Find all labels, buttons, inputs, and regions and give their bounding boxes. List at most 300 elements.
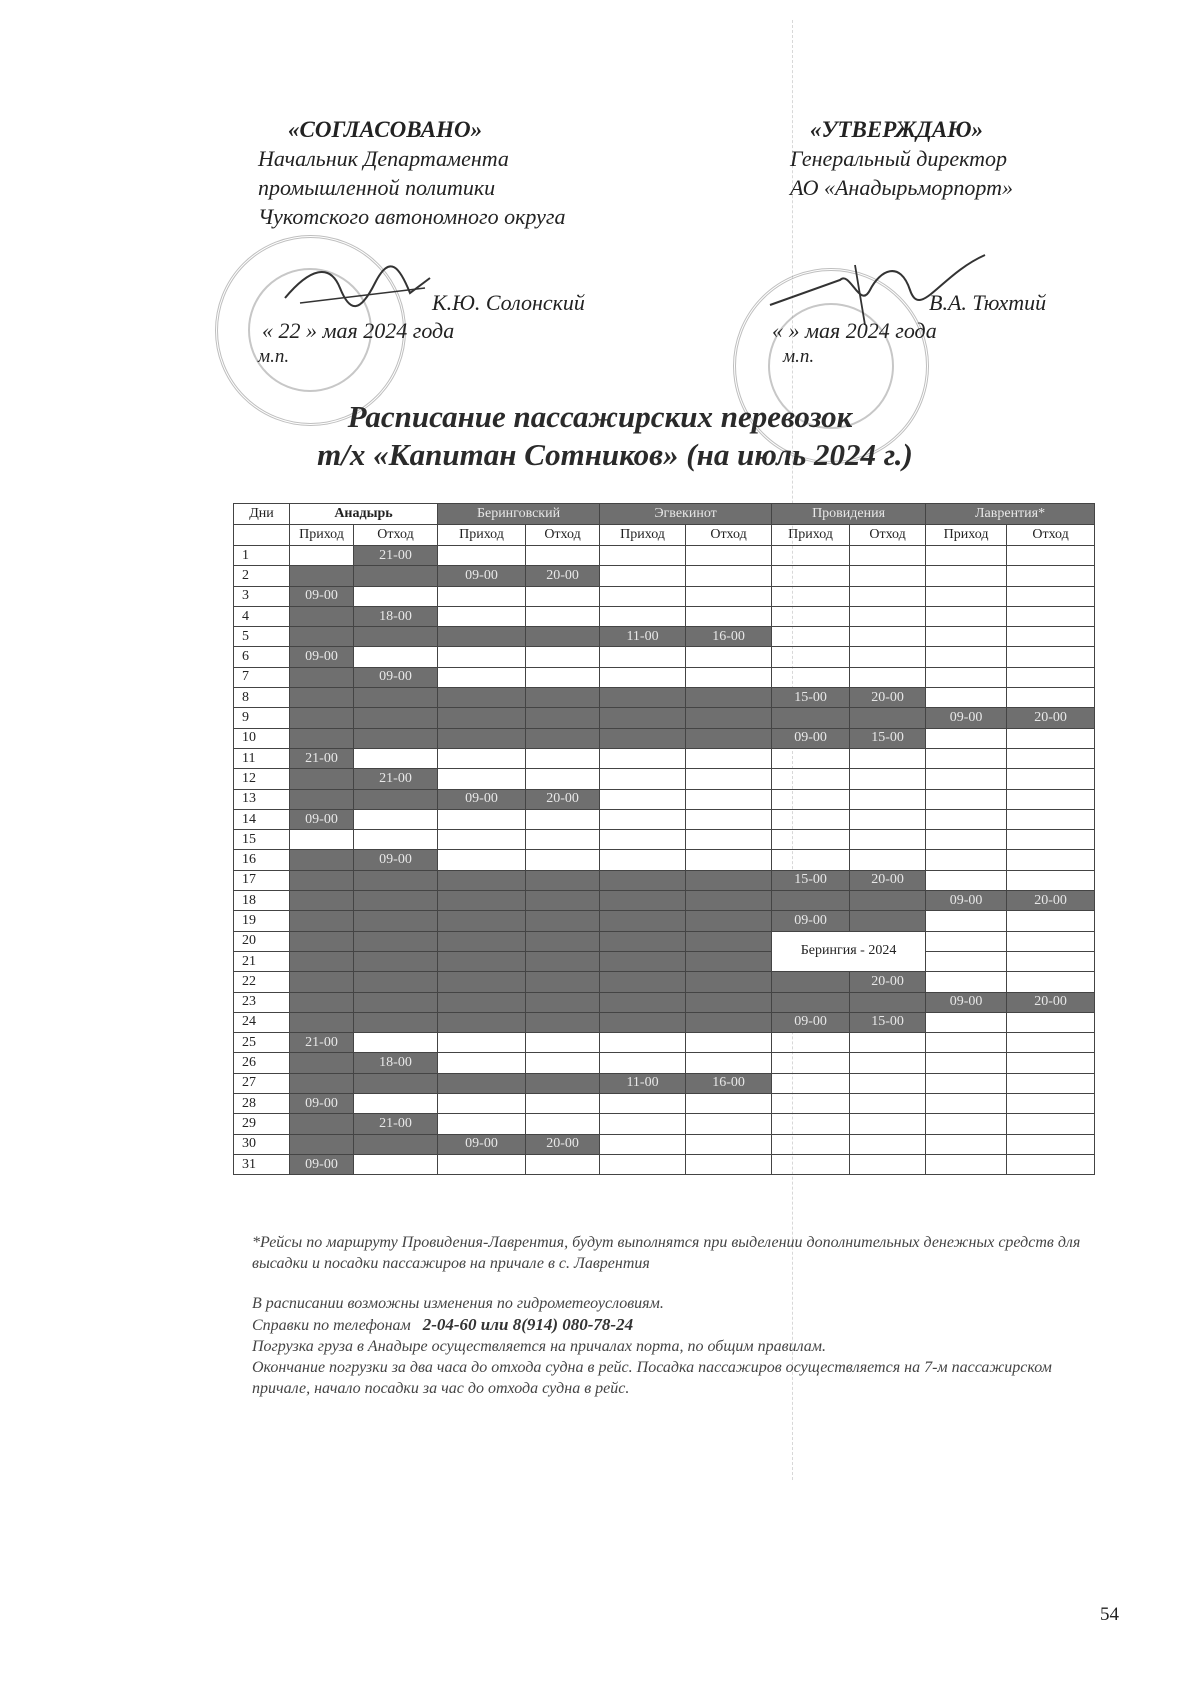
schedule-cell (354, 688, 438, 708)
col-header-depart: Отход (686, 525, 772, 546)
day-cell: 31 (234, 1154, 290, 1174)
schedule-cell (438, 708, 526, 728)
schedule-cell (772, 992, 850, 1012)
schedule-cell (1007, 688, 1095, 708)
day-cell: 3 (234, 586, 290, 606)
time-cell: 09-00 (354, 667, 438, 687)
schedule-cell (438, 1073, 526, 1093)
schedule-cell (290, 769, 354, 789)
schedule-cell (926, 586, 1007, 606)
port-header: Провидения (772, 504, 926, 525)
schedule-cell (926, 1114, 1007, 1134)
schedule-cell (354, 911, 438, 931)
schedule-cell (600, 1094, 686, 1114)
schedule-row (234, 891, 1095, 911)
col-header-arrive: Приход (290, 525, 354, 546)
day-cell: 2 (234, 566, 290, 586)
schedule-row (234, 748, 1095, 768)
schedule-cell (438, 951, 526, 971)
col-header-arrive: Приход (438, 525, 526, 546)
phone-numbers: 2-04-60 или 8(914) 080-78-24 (422, 1315, 634, 1334)
schedule-cell (686, 1154, 772, 1174)
schedule-cell (600, 748, 686, 768)
title-line-2: т/х «Капитан Сотников» (на июль 2024 г.) (317, 437, 913, 472)
schedule-cell (526, 951, 600, 971)
time-cell: 15-00 (772, 870, 850, 890)
schedule-cell (600, 1012, 686, 1032)
schedule-cell (526, 891, 600, 911)
schedule-cell (1007, 606, 1095, 626)
schedule-cell (600, 931, 686, 951)
time-cell: 21-00 (290, 748, 354, 768)
schedule-cell (772, 586, 850, 606)
schedule-row (234, 992, 1095, 1012)
schedule-cell (438, 830, 526, 850)
schedule-cell (850, 830, 926, 850)
schedule-cell (600, 688, 686, 708)
schedule-cell (1007, 1094, 1095, 1114)
schedule-cell (686, 789, 772, 809)
schedule-cell (1007, 586, 1095, 606)
schedule-cell (1007, 809, 1095, 829)
schedule-cell (850, 769, 926, 789)
schedule-cell (850, 911, 926, 931)
time-cell: 11-00 (600, 627, 686, 647)
schedule-cell (926, 850, 1007, 870)
schedule-cell (600, 708, 686, 728)
schedule-cell (686, 606, 772, 626)
schedule-cell (600, 911, 686, 931)
port-header: Эгвекинот (600, 504, 772, 525)
schedule-cell (772, 1114, 850, 1134)
schedule-cell (600, 891, 686, 911)
schedule-cell (600, 1053, 686, 1073)
boarding-note: Окончание погрузки за два часа до отхода судна в рейс. Посадка пассажиров осуществляется на 7-м пассажирском причале, начало посадки за час до отхода судна в рейс. (252, 1359, 1052, 1397)
schedule-cell (926, 911, 1007, 931)
schedule-cell (438, 1033, 526, 1053)
schedule-cell (526, 972, 600, 992)
schedule-cell (438, 1154, 526, 1174)
time-cell: 15-00 (772, 688, 850, 708)
schedule-cell (926, 546, 1007, 566)
schedule-cell (686, 931, 772, 951)
schedule-cell (1007, 728, 1095, 748)
schedule-cell (772, 789, 850, 809)
schedule-cell (926, 1033, 1007, 1053)
schedule-cell (850, 891, 926, 911)
schedule-table (233, 503, 1095, 1175)
schedule-cell (526, 992, 600, 1012)
schedule-cell (526, 1033, 600, 1053)
schedule-cell (438, 546, 526, 566)
col-header-days: Дни (234, 504, 290, 525)
day-cell: 15 (234, 830, 290, 850)
schedule-row (234, 951, 1095, 971)
schedule-cell (850, 1033, 926, 1053)
schedule-cell (354, 992, 438, 1012)
schedule-cell (850, 586, 926, 606)
schedule-cell (438, 647, 526, 667)
schedule-cell (772, 1053, 850, 1073)
schedule-cell (1007, 870, 1095, 890)
day-cell: 26 (234, 1053, 290, 1073)
schedule-cell (1007, 748, 1095, 768)
schedule-cell (926, 688, 1007, 708)
schedule-cell (686, 748, 772, 768)
schedule-cell (1007, 789, 1095, 809)
schedule-row (234, 1073, 1095, 1093)
col-header-blank (234, 525, 290, 546)
time-cell: 20-00 (850, 688, 926, 708)
schedule-cell (1007, 1114, 1095, 1134)
schedule-cell (850, 647, 926, 667)
schedule-cell (926, 1012, 1007, 1032)
schedule-cell (526, 688, 600, 708)
schedule-cell (600, 606, 686, 626)
schedule-cell (686, 891, 772, 911)
schedule-cell (850, 1134, 926, 1154)
schedule-cell (850, 1114, 926, 1134)
schedule-cell (290, 546, 354, 566)
schedule-cell (290, 931, 354, 951)
schedule-cell (438, 688, 526, 708)
schedule-cell (600, 1033, 686, 1053)
schedule-cell (850, 546, 926, 566)
schedule-row (234, 586, 1095, 606)
approval-line: Генеральный директор (790, 146, 1008, 171)
day-cell: 9 (234, 708, 290, 728)
day-cell: 7 (234, 667, 290, 687)
col-header-depart: Отход (526, 525, 600, 546)
schedule-cell (1007, 951, 1095, 971)
schedule-cell (290, 667, 354, 687)
schedule-cell (850, 667, 926, 687)
schedule-cell (772, 606, 850, 626)
schedule-cell (850, 708, 926, 728)
schedule-row (234, 769, 1095, 789)
schedule-cell (772, 1033, 850, 1053)
schedule-cell (772, 748, 850, 768)
schedule-cell (772, 546, 850, 566)
time-cell: 09-00 (926, 992, 1007, 1012)
approval-heading-left: «СОГЛАСОВАНО» (288, 117, 483, 142)
stamp-place-left: м.п. (258, 346, 290, 367)
schedule-cell (526, 546, 600, 566)
schedule-cell (686, 870, 772, 890)
schedule-cell (600, 830, 686, 850)
title-line-1: Расписание пассажирских перевозок (347, 399, 853, 434)
schedule-cell (290, 566, 354, 586)
schedule-cell (772, 1094, 850, 1114)
schedule-cell (926, 667, 1007, 687)
schedule-cell (290, 850, 354, 870)
schedule-cell (772, 627, 850, 647)
schedule-row (234, 1154, 1095, 1174)
schedule-row (234, 830, 1095, 850)
day-cell: 10 (234, 728, 290, 748)
day-cell: 17 (234, 870, 290, 890)
schedule-cell (926, 1134, 1007, 1154)
schedule-cell (686, 1012, 772, 1032)
schedule-row (234, 850, 1095, 870)
schedule-cell (1007, 1154, 1095, 1174)
time-cell: 11-00 (600, 1073, 686, 1093)
schedule-cell (354, 830, 438, 850)
schedule-cell (290, 951, 354, 971)
schedule-cell (686, 850, 772, 870)
approval-block-left (258, 115, 565, 231)
schedule-cell (1007, 1134, 1095, 1154)
schedule-cell (526, 586, 600, 606)
schedule-cell (926, 566, 1007, 586)
schedule-cell (1007, 627, 1095, 647)
schedule-cell (526, 667, 600, 687)
schedule-cell (772, 850, 850, 870)
schedule-cell (686, 586, 772, 606)
schedule-cell (1007, 931, 1095, 951)
time-cell: 09-00 (290, 1154, 354, 1174)
schedule-cell (600, 972, 686, 992)
schedule-row (234, 647, 1095, 667)
cargo-note: Погрузка груза в Анадыре осуществляется на причалах порта, по общим правилам. (252, 1338, 826, 1355)
schedule-cell (600, 992, 686, 1012)
time-cell: 09-00 (772, 911, 850, 931)
day-cell: 22 (234, 972, 290, 992)
time-cell: 21-00 (290, 1033, 354, 1053)
schedule-cell (526, 1154, 600, 1174)
schedule-cell (850, 627, 926, 647)
time-cell: 20-00 (526, 789, 600, 809)
stamp-place-right: м.п. (783, 346, 815, 367)
schedule-cell (290, 708, 354, 728)
col-header-depart: Отход (850, 525, 926, 546)
time-cell: 09-00 (438, 1134, 526, 1154)
schedule-cell (354, 809, 438, 829)
schedule-cell (600, 566, 686, 586)
schedule-cell (850, 606, 926, 626)
schedule-cell (686, 951, 772, 971)
schedule-row (234, 931, 1095, 951)
schedule-row (234, 1114, 1095, 1134)
schedule-cell (600, 647, 686, 667)
time-cell: 18-00 (354, 1053, 438, 1073)
time-cell: 09-00 (354, 850, 438, 870)
schedule-cell (926, 1053, 1007, 1073)
approval-line: промышленной политики (258, 175, 496, 200)
schedule-cell (686, 769, 772, 789)
time-cell: 09-00 (772, 1012, 850, 1032)
schedule-cell (438, 667, 526, 687)
schedule-cell (1007, 1073, 1095, 1093)
day-cell: 5 (234, 627, 290, 647)
day-cell: 1 (234, 546, 290, 566)
schedule-cell (354, 566, 438, 586)
schedule-cell (354, 647, 438, 667)
schedule-cell (438, 606, 526, 626)
schedule-cell (526, 911, 600, 931)
schedule-cell (850, 1053, 926, 1073)
schedule-cell (526, 809, 600, 829)
time-cell: 09-00 (290, 1094, 354, 1114)
schedule-cell (772, 769, 850, 789)
schedule-cell (600, 586, 686, 606)
phones-label: Справки по телефонам (252, 1317, 411, 1334)
schedule-cell (926, 647, 1007, 667)
schedule-cell (354, 972, 438, 992)
col-header-arrive: Приход (926, 525, 1007, 546)
schedule-cell (526, 728, 600, 748)
day-cell: 30 (234, 1134, 290, 1154)
schedule-cell (290, 789, 354, 809)
schedule-cell (926, 789, 1007, 809)
schedule-cell (772, 667, 850, 687)
schedule-cell (290, 728, 354, 748)
schedule-cell (438, 972, 526, 992)
schedule-cell (926, 1094, 1007, 1114)
schedule-cell (926, 769, 1007, 789)
schedule-cell (772, 972, 850, 992)
schedule-cell (438, 870, 526, 890)
schedule-cell (290, 1114, 354, 1134)
schedule-cell (526, 830, 600, 850)
approval-line: Чукотского автономного округа (258, 204, 566, 229)
schedule-cell (438, 586, 526, 606)
day-cell: 8 (234, 688, 290, 708)
time-cell: 16-00 (686, 627, 772, 647)
time-cell: 09-00 (926, 891, 1007, 911)
schedule-cell (354, 627, 438, 647)
schedule-cell (926, 951, 1007, 971)
schedule-cell (686, 1094, 772, 1114)
schedule-cell (290, 972, 354, 992)
schedule-cell (354, 1073, 438, 1093)
schedule-cell (438, 1094, 526, 1114)
time-cell: 20-00 (850, 972, 926, 992)
schedule-cell (290, 606, 354, 626)
schedule-cell (526, 1114, 600, 1134)
schedule-cell (290, 870, 354, 890)
schedule-cell (772, 1154, 850, 1174)
schedule-cell (772, 708, 850, 728)
time-cell: 20-00 (526, 566, 600, 586)
schedule-cell (686, 728, 772, 748)
schedule-row (234, 566, 1095, 586)
signature-left (280, 258, 440, 318)
schedule-row (234, 667, 1095, 687)
schedule-cell (600, 809, 686, 829)
schedule-cell (600, 1114, 686, 1134)
schedule-cell (686, 647, 772, 667)
schedule-cell (600, 789, 686, 809)
schedule-cell (772, 891, 850, 911)
page-title (0, 398, 1200, 474)
schedule-cell (850, 748, 926, 768)
day-cell: 29 (234, 1114, 290, 1134)
schedule-cell (354, 870, 438, 890)
schedule-cell (526, 850, 600, 870)
schedule-cell (926, 1073, 1007, 1093)
col-header-arrive: Приход (772, 525, 850, 546)
schedule-cell (600, 546, 686, 566)
schedule-cell (354, 1154, 438, 1174)
schedule-cell (686, 566, 772, 586)
time-cell: 15-00 (850, 1012, 926, 1032)
day-cell: 27 (234, 1073, 290, 1093)
col-header-depart: Отход (1007, 525, 1095, 546)
schedule-cell (600, 1154, 686, 1174)
schedule-cell (438, 728, 526, 748)
schedule-cell (1007, 830, 1095, 850)
schedule-row (234, 546, 1095, 566)
time-cell: 15-00 (850, 728, 926, 748)
schedule-cell (600, 728, 686, 748)
port-header: Анадырь (290, 504, 438, 525)
schedule-cell (526, 708, 600, 728)
time-cell: 20-00 (1007, 708, 1095, 728)
schedule-row (234, 708, 1095, 728)
schedule-cell (926, 728, 1007, 748)
schedule-cell (1007, 566, 1095, 586)
schedule-cell (526, 1012, 600, 1032)
weather-note: В расписании возможны изменения по гидрометеоусловиям. (252, 1295, 664, 1312)
day-cell: 12 (234, 769, 290, 789)
schedule-cell (926, 931, 1007, 951)
schedule-cell (1007, 769, 1095, 789)
day-cell: 24 (234, 1012, 290, 1032)
sign-date-right: « » мая 2024 года (772, 318, 937, 343)
schedule-cell (926, 809, 1007, 829)
schedule-cell (1007, 1053, 1095, 1073)
time-cell: 21-00 (354, 1114, 438, 1134)
schedule-cell (850, 1073, 926, 1093)
schedule-cell (290, 830, 354, 850)
day-cell: 21 (234, 951, 290, 971)
day-cell: 13 (234, 789, 290, 809)
schedule-row (234, 870, 1095, 890)
event-note-cell: Берингия - 2024 (772, 931, 926, 972)
time-cell: 09-00 (926, 708, 1007, 728)
schedule-cell (686, 688, 772, 708)
schedule-cell (1007, 1012, 1095, 1032)
time-cell: 09-00 (438, 789, 526, 809)
schedule-cell (926, 972, 1007, 992)
schedule-cell (772, 1134, 850, 1154)
schedule-cell (772, 1073, 850, 1093)
schedule-cell (850, 1094, 926, 1114)
schedule-cell (354, 891, 438, 911)
schedule-cell (526, 1053, 600, 1073)
schedule-row (234, 1012, 1095, 1032)
time-cell: 09-00 (290, 586, 354, 606)
schedule-cell (354, 789, 438, 809)
day-cell: 4 (234, 606, 290, 626)
schedule-cell (438, 891, 526, 911)
approval-block-right (790, 115, 1013, 202)
day-cell: 19 (234, 911, 290, 931)
schedule-cell (926, 870, 1007, 890)
schedule-cell (1007, 546, 1095, 566)
schedule-cell (438, 627, 526, 647)
time-cell: 20-00 (526, 1134, 600, 1154)
time-cell: 21-00 (354, 546, 438, 566)
schedule-row (234, 728, 1095, 748)
schedule-cell (772, 830, 850, 850)
schedule-cell (600, 667, 686, 687)
schedule-cell (290, 891, 354, 911)
schedule-cell (686, 830, 772, 850)
schedule-cell (354, 728, 438, 748)
approval-line: Начальник Департамента (258, 146, 509, 171)
